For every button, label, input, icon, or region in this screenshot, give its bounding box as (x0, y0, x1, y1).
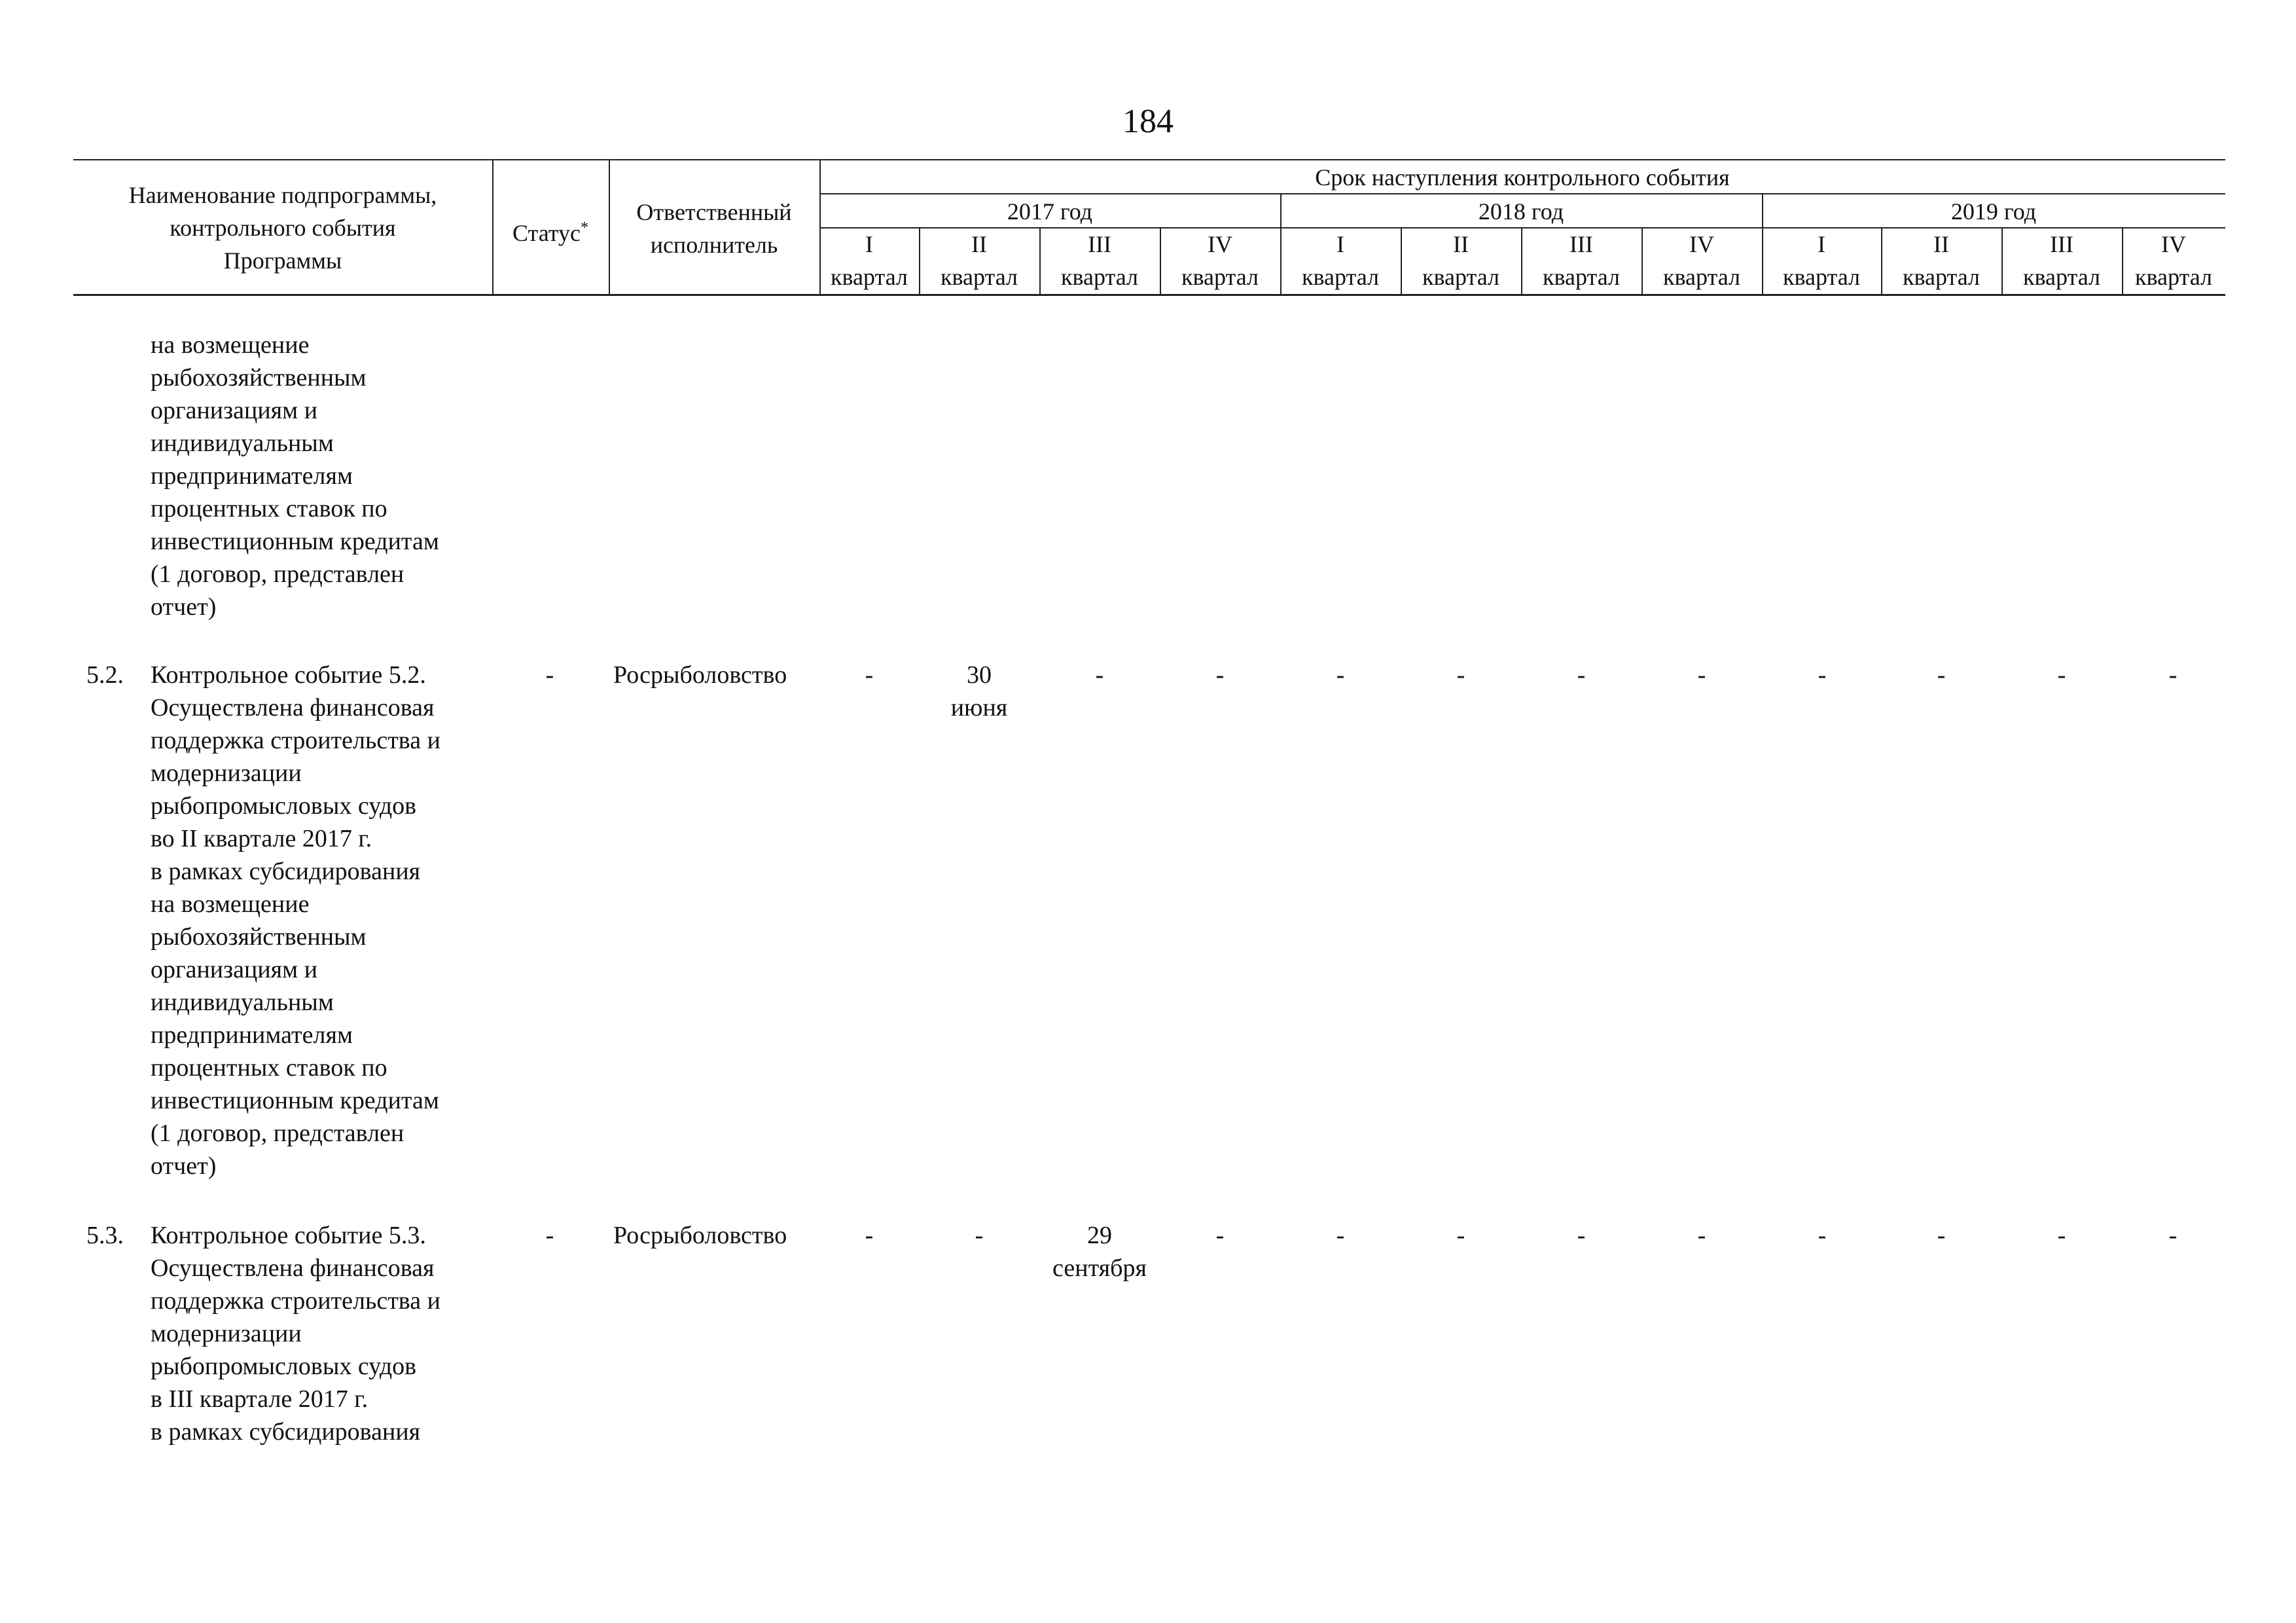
status-value: - (545, 661, 554, 689)
text-line: в рамках субсидирования (151, 858, 421, 885)
page-number: 184 (1122, 103, 1174, 140)
text-line: предпринимателям (151, 462, 353, 490)
quarter-value: - (1937, 661, 1946, 689)
text-line: поддержка строительства и (151, 1287, 440, 1315)
text-line: поддержка строительства и (151, 727, 440, 754)
header-quarter-word: квартал (2023, 264, 2100, 290)
header-quarter-word: квартал (1903, 264, 1980, 290)
text-line: модернизации (151, 759, 302, 787)
quarter-value: - (1697, 1222, 1706, 1249)
quarter-date: 30 июня (950, 661, 1008, 721)
header-top-border (73, 159, 2225, 160)
table-header (73, 159, 2225, 295)
quarter-value: - (975, 1222, 984, 1249)
text-line: Контрольное событие 5.3. (151, 1222, 426, 1249)
header-quarter-word: квартал (831, 264, 908, 290)
text-line: рыбопромысловых судов (151, 1353, 417, 1380)
text-line: Контрольное событие 5.2. (151, 661, 426, 689)
quarter-value: - (2057, 1222, 2066, 1249)
row-description (151, 1219, 440, 1448)
quarter-value: - (1456, 661, 1465, 689)
quarter-value: - (1215, 1222, 1225, 1249)
header-year: 2018 год (1478, 198, 1564, 225)
text-line: отчет) (151, 593, 217, 621)
text-line: (1 договор, представлен (151, 560, 404, 588)
text-line: в рамках субсидирования (151, 1418, 421, 1446)
quarter-value: - (2168, 1222, 2178, 1249)
text-line: на возмещение (151, 331, 310, 359)
text-line: индивидуальным (151, 989, 334, 1016)
quarter-value: - (1577, 1222, 1586, 1249)
text-line: модернизации (151, 1320, 302, 1347)
header-responsible-line: Ответственный (636, 199, 792, 225)
row-number: 5.3. (86, 1222, 124, 1249)
header-deadline-title: Срок наступления контрольного события (1315, 164, 1730, 191)
header-quarter-word: квартал (1663, 264, 1740, 290)
header-name-line: Программы (223, 247, 342, 274)
quarter-value: - (1336, 661, 1345, 689)
quarter-value: - (1456, 1222, 1465, 1249)
quarter-value: - (1215, 661, 1225, 689)
header-line-under-deadline-title (819, 193, 2225, 194)
text-line: в III квартале 2017 г. (151, 1385, 368, 1413)
text-line: инвестиционным кредитам (151, 528, 439, 555)
quarter-value: - (865, 1222, 874, 1249)
quarter-value: - (1577, 661, 1586, 689)
header-quarter-numeral: II (1933, 231, 1949, 257)
text-line: на возмещение (151, 890, 310, 918)
header-quarter-numeral: IV (2161, 231, 2186, 257)
header-name-line: контрольного события (170, 215, 396, 241)
header-quarter-numeral: III (2050, 231, 2073, 257)
header-quarter-numeral: I (1336, 231, 1344, 257)
header-quarter-word: квартал (1783, 264, 1860, 290)
header-quarter-numeral: II (1453, 231, 1469, 257)
text-line: Осуществлена финансовая (151, 1254, 435, 1282)
header-quarter-word: квартал (1422, 264, 1499, 290)
row-description (151, 659, 440, 1182)
text-line: организациям и (151, 956, 318, 983)
header-quarter-word: квартал (1061, 264, 1138, 290)
header-quarter-numeral: I (865, 231, 873, 257)
responsible-value: Росрыболовство (613, 1222, 787, 1249)
header-responsible-line: исполнитель (650, 232, 778, 258)
header-quarter-numeral: III (1570, 231, 1593, 257)
responsible-value: Росрыболовство (613, 661, 787, 689)
header-status-label: Статус (512, 220, 581, 246)
header-name-line: Наименование подпрограммы, (128, 182, 437, 208)
header-quarter-word: квартал (1302, 264, 1379, 290)
header-year: 2017 год (1007, 198, 1093, 225)
header-status (492, 211, 609, 249)
continuation-text (151, 329, 439, 623)
quarter-value: - (1937, 1222, 1946, 1249)
header-quarter-word: квартал (1181, 264, 1259, 290)
quarter-value: - (2168, 661, 2178, 689)
text-line: Осуществлена финансовая (151, 694, 435, 721)
header-status-footnote-mark: * (581, 219, 588, 236)
header-quarter-numeral: IV (1689, 231, 1714, 257)
header-quarter-numeral: I (1818, 231, 1825, 257)
text-line: (1 договор, представлен (151, 1120, 404, 1147)
text-line: инвестиционным кредитам (151, 1087, 439, 1114)
quarter-value: - (1697, 661, 1706, 689)
header-quarter-word: квартал (941, 264, 1018, 290)
header-quarter-word: квартал (1543, 264, 1620, 290)
quarter-value: - (1336, 1222, 1345, 1249)
text-line: предпринимателям (151, 1021, 353, 1049)
text-line: процентных ставок по (151, 495, 387, 522)
quarter-value: - (1818, 661, 1827, 689)
row-number: 5.2. (86, 661, 124, 689)
text-line: индивидуальным (151, 429, 334, 457)
text-line: организациям и (151, 397, 318, 424)
header-quarter-word: квартал (2135, 264, 2212, 290)
quarter-value: - (2057, 661, 2066, 689)
text-line: рыбохозяйственным (151, 364, 367, 392)
header-quarter-numeral: II (971, 231, 987, 257)
text-line: процентных ставок по (151, 1054, 387, 1082)
text-line: рыбохозяйственным (151, 923, 367, 951)
header-quarter-numeral: III (1088, 231, 1111, 257)
header-quarter-numeral: IV (1208, 231, 1232, 257)
header-bottom-border (73, 294, 2225, 296)
text-line: отчет) (151, 1152, 217, 1180)
status-value: - (545, 1222, 554, 1249)
quarter-value: - (1818, 1222, 1827, 1249)
quarter-value: - (1095, 661, 1104, 689)
quarter-value: - (865, 661, 874, 689)
quarter-date: 29 сентября (1052, 1222, 1147, 1282)
text-line: рыбопромысловых судов (151, 792, 417, 820)
header-year: 2019 год (1950, 198, 2037, 225)
text-line: во II квартале 2017 г. (151, 825, 372, 852)
